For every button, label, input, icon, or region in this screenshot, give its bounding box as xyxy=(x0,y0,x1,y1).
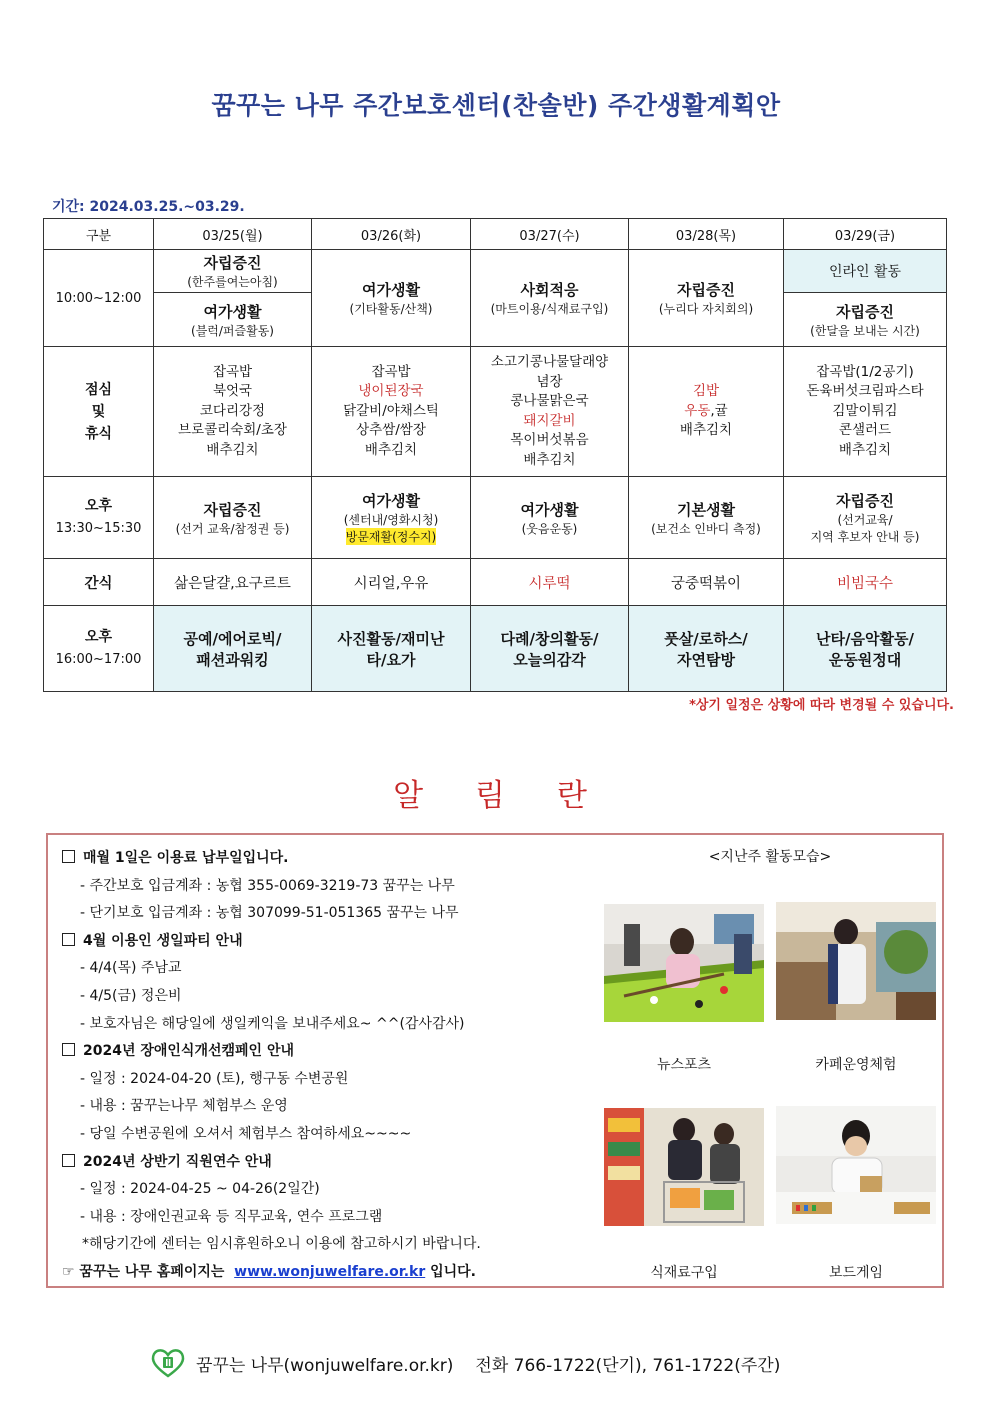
row-label: 간식 xyxy=(44,559,154,606)
table-row xyxy=(44,606,947,692)
photo-heading: <지난주 활동모습> xyxy=(708,849,832,865)
checkbox-icon xyxy=(62,1154,75,1167)
row-label: 점심 및 휴식 xyxy=(44,347,154,477)
notice-list xyxy=(62,845,582,1287)
day-header: 03/27(수) xyxy=(471,219,629,250)
row-label: 오후 16:00~17:00 xyxy=(44,606,154,692)
cell: 여가생활 (블럭/퍼즐활동) xyxy=(154,293,312,347)
lunch-menu: 잡곡밥 냉이된장국 닭갈비/야채스틱 상추쌈/쌈장 배추김치 xyxy=(312,347,471,477)
snack-cell: 삶은달걀,요구르트 xyxy=(154,559,312,606)
snack-cell: 궁중떡볶이 xyxy=(629,559,784,606)
cell: 난타/음악활동/ 운동원정대 xyxy=(784,606,947,692)
photo-board-game xyxy=(776,1106,936,1224)
photo-caption: 보드게임 xyxy=(828,1265,884,1281)
cell: 자립증진 (누리다 자치회의) xyxy=(629,250,784,347)
notice-item: - 일정 : 2024-04-25 ~ 04-26(2일간) xyxy=(80,1181,320,1198)
homepage-line: ☞ 꿈꾸는 나무 홈페이지는 www.wonjuwelfare.or.kr 입니다. xyxy=(62,1263,476,1280)
snack-cell: 비빔국수 xyxy=(784,559,947,606)
day-header: 03/29(금) xyxy=(784,219,947,250)
notice-item: - 당일 수변공원에 오셔서 체험부스 참여하세요~~~~ xyxy=(80,1125,412,1142)
table-row xyxy=(44,477,947,559)
lunch-menu: 잡곡밥 북엇국 코다리강정 브로콜리숙회/초장 배추김치 xyxy=(154,347,312,477)
cell: 자립증진 (선거교육/ 지역 후보자 안내 등) xyxy=(784,477,947,559)
cell: 여가생활 (기타활동/산책) xyxy=(312,250,471,347)
period-label: 기간: 2024.03.25.~03.29. xyxy=(52,199,245,215)
snack-cell: 시리얼,우유 xyxy=(312,559,471,606)
photo-caption: 식재료구입 xyxy=(650,1265,718,1281)
homepage-link[interactable]: www.wonjuwelfare.or.kr xyxy=(234,1263,426,1280)
cell: 여가생활 (센터내/영화시청) 방문재활(정수지) xyxy=(312,477,471,559)
cell: 풋살/로하스/ 자연탐방 xyxy=(629,606,784,692)
photo-caption: 카페운영체험 xyxy=(815,1057,897,1073)
lunch-menu: 잡곡밥(1/2공기) 돈육버섯크림파스타 김말이튀김 콘샐러드 배추김치 xyxy=(784,347,947,477)
checkbox-icon xyxy=(62,850,75,863)
corner-cell: 구분 xyxy=(44,219,154,250)
notice-heading: 매월 1일은 이용료 납부일입니다. xyxy=(62,845,582,873)
notice-heading: 2024년 장애인식개선캠페인 안내 xyxy=(62,1038,582,1066)
cell: 공예/에어로빅/ 패션과워킹 xyxy=(154,606,312,692)
checkbox-icon xyxy=(62,933,75,946)
footer-org: 꿈꾸는 나무(wonjuwelfare.or.kr) xyxy=(196,1355,454,1376)
table-row xyxy=(44,250,947,293)
day-header: 03/25(월) xyxy=(154,219,312,250)
notice-item: - 내용 : 꿈꾸는나무 체험부스 운영 xyxy=(80,1098,288,1115)
cell: 자립증진 (한달을 보내는 시간) xyxy=(784,293,947,347)
cell: 인라인 활동 xyxy=(784,250,947,293)
cell: 자립증진 (선거 교육/참정권 등) xyxy=(154,477,312,559)
day-header: 03/26(화) xyxy=(312,219,471,250)
table-header-row xyxy=(44,219,947,250)
checkbox-icon xyxy=(62,1043,75,1056)
notice-item: - 4/4(목) 주남교 xyxy=(80,960,182,977)
lunch-menu: 소고기콩나물달래양 념장 콩나물맑은국 돼지갈비 목이버섯볶음 배추김치 xyxy=(471,347,629,477)
snack-cell: 시루떡 xyxy=(471,559,629,606)
cell: 여가생활 (웃음운동) xyxy=(471,477,629,559)
table-row xyxy=(44,347,947,477)
notice-item: - 보호자님은 해당일에 생일케익을 보내주세요~ ^^(감사감사) xyxy=(80,1015,465,1032)
change-notice: *상기 일정은 상황에 따라 변경될 수 있습니다. xyxy=(689,698,954,713)
footer-phone: 전화 766-1722(단기), 761-1722(주간) xyxy=(475,1355,781,1376)
photo-grocery xyxy=(604,1108,764,1226)
cell: 사진활동/재미난 타/요가 xyxy=(312,606,471,692)
cell: 자립증진 (한주를여는아침) xyxy=(154,250,312,293)
notice-section-title: 알림란 xyxy=(393,778,639,814)
row-label: 10:00~12:00 xyxy=(44,250,154,347)
cell: 사회적응 (마트이용/식재료구입) xyxy=(471,250,629,347)
notice-heading: 2024년 상반기 직원연수 안내 xyxy=(62,1149,582,1177)
notice-item: - 4/5(금) 정은비 xyxy=(80,987,182,1004)
table-row xyxy=(44,559,947,606)
photo-news-sports xyxy=(604,904,764,1022)
lunch-menu: 김밥 우동,귤 배추김치 xyxy=(629,347,784,477)
row-label: 오후 13:30~15:30 xyxy=(44,477,154,559)
cell: 다례/창의활동/ 오늘의감각 xyxy=(471,606,629,692)
footer xyxy=(150,1348,780,1378)
notice-item: *해당기간에 센터는 임시휴원하오니 이용에 참고하시기 바랍니다. xyxy=(82,1236,481,1253)
notice-item: - 내용 : 장애인권교육 등 직무교육, 연수 프로그램 xyxy=(80,1208,383,1225)
heart-logo-icon xyxy=(150,1348,186,1378)
day-header: 03/28(목) xyxy=(629,219,784,250)
cell: 기본생활 (보건소 인바디 측정) xyxy=(629,477,784,559)
photo-caption: 뉴스포츠 xyxy=(656,1057,712,1073)
page-title: 꿈꾸는 나무 주간보호센터(찬솔반) 주간생활계획안 xyxy=(211,91,781,120)
notice-item: - 주간보호 입금계좌 : 농협 355-0069-3219-73 꿈꾸는 나무 xyxy=(80,877,455,894)
weekly-plan-table xyxy=(43,218,947,692)
notice-heading: 4월 이용인 생일파티 안내 xyxy=(62,928,582,956)
photo-cafe xyxy=(776,902,936,1020)
notice-item: - 일정 : 2024-04-20 (토), 행구동 수변공원 xyxy=(80,1070,349,1087)
notice-item: - 단기보호 입금계좌 : 농협 307099-51-051365 꿈꾸는 나무 xyxy=(80,905,459,922)
